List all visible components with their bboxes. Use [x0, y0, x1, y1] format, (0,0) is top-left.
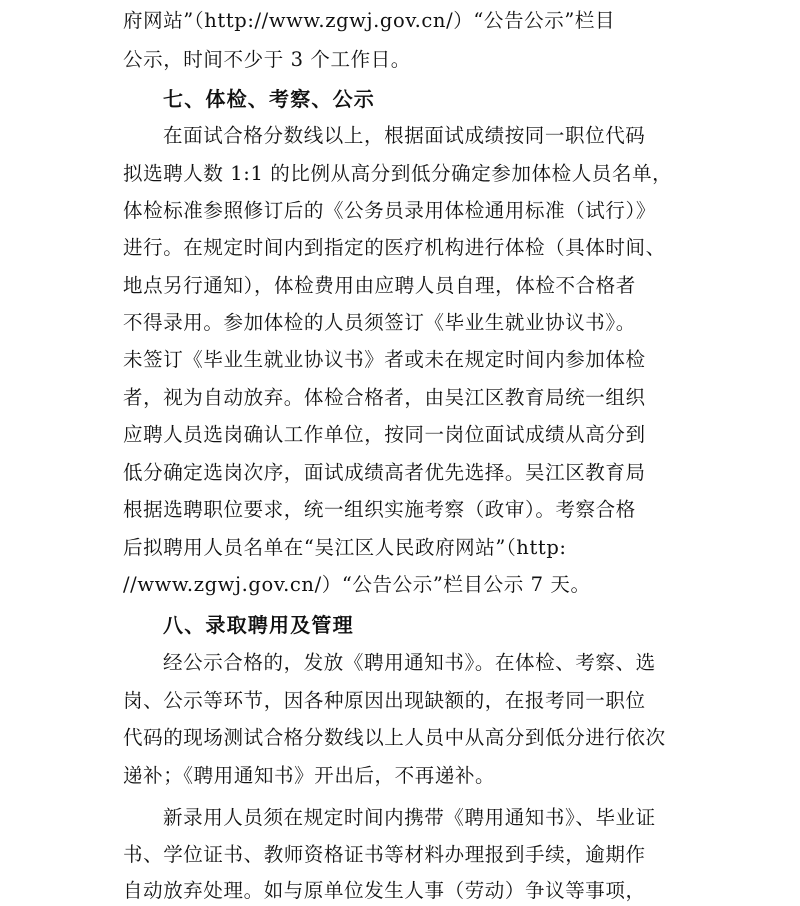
text-line: 新录用人员须在规定时间内携带《聘用通知书》、毕业证	[163, 806, 656, 829]
text-line: 应聘人员选岗确认工作单位，按同一岗位面试成绩从高分到	[123, 423, 646, 446]
section-heading: 七、体检、考察、公示	[163, 87, 375, 111]
text-line: 书、学位证书、教师资格证书等材料办理报到手续，逾期作	[123, 843, 646, 866]
text-line: 低分确定选岗次序，面试成绩高者优先选择。吴江区教育局	[123, 461, 646, 484]
text-line: //www.zgwj.gov.cn/）“公告公示”栏目公示 7 天。	[123, 573, 591, 596]
text-line: 府网站”（http://www.zgwj.gov.cn/）“公告公示”栏目	[123, 9, 616, 32]
text-line: 进行。在规定时间内到指定的医疗机构进行体检（具体时间、	[123, 236, 666, 259]
text-line: 在面试合格分数线以上，根据面试成绩按同一职位代码	[163, 124, 646, 147]
text-line: 岗、公示等环节，因各种原因出现缺额的，在报考同一职位	[123, 689, 646, 712]
section-heading: 八、录取聘用及管理	[163, 613, 354, 637]
text-line: 根据选聘职位要求，统一组织实施考察（政审）。考察合格	[123, 498, 636, 521]
text-line: 递补；《聘用通知书》开出后，不再递补。	[123, 764, 496, 787]
text-line: 公示，时间不少于 3 个工作日。	[123, 48, 411, 71]
text-line: 不得录用。参加体检的人员须签订《毕业生就业协议书》。	[123, 311, 636, 334]
text-line: 未签订《毕业生就业协议书》者或未在规定时间内参加体检	[123, 348, 646, 371]
text-line: 者，视为自动放弃。体检合格者，由吴江区教育局统一组织	[123, 386, 646, 409]
text-line: 后拟聘用人员名单在“吴江区人民政府网站”（http:	[123, 536, 567, 559]
text-line: 拟选聘人数 1:1 的比例从高分到低分确定参加体检人员名单，	[123, 162, 673, 185]
text-line: 自动放弃处理。如与原单位发生人事（劳动）争议等事项，	[123, 879, 646, 902]
text-line: 代码的现场测试合格分数线以上人员中从高分到低分进行依次	[123, 726, 666, 749]
text-line: 经公示合格的，发放《聘用通知书》。在体检、考察、选	[163, 651, 656, 674]
text-line: 地点另行通知），体检费用由应聘人员自理，体检不合格者	[123, 274, 636, 297]
text-line: 体检标准参照修订后的《公务员录用体检通用标准（试行）》	[123, 199, 656, 222]
